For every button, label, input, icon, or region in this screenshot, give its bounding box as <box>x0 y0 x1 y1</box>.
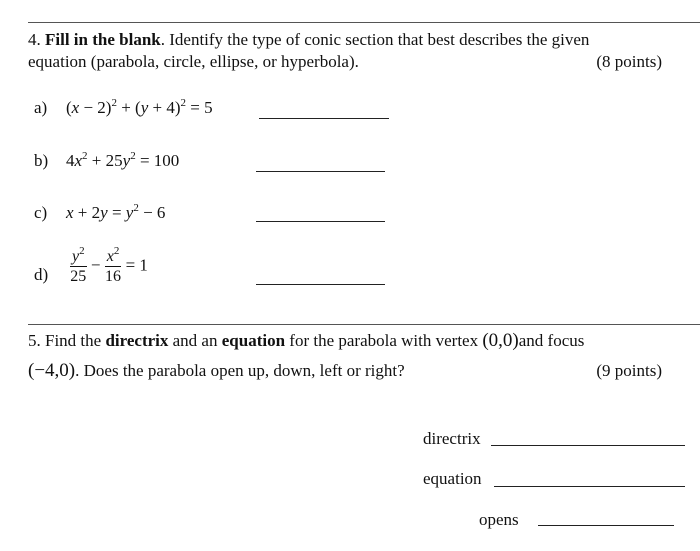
q4-item-a-label: a) <box>34 98 48 117</box>
q4-item-d-answer-blank[interactable] <box>256 284 385 285</box>
q5-text3: for the parabola with vertex <box>285 331 483 350</box>
equation-answer-blank[interactable] <box>494 486 685 487</box>
q5-bold-equation: equation <box>221 331 286 350</box>
q4-item-c-label: c) <box>34 203 48 222</box>
q4-item-d-equation: $\frac{y^2}{25}$ − $\frac{x^2}{16}$ = 1 <box>70 245 148 285</box>
q5-focus: (−4,0) <box>28 360 76 381</box>
q4-item-b-answer-blank[interactable] <box>256 171 385 172</box>
q4-item-b-label: b) <box>34 151 49 170</box>
q4-item-d-label: d) <box>34 265 49 284</box>
q4-points: (8 points) <box>596 52 662 71</box>
directrix-label: directrix <box>423 429 481 448</box>
equation-label: equation <box>423 469 482 488</box>
q4-prompt-line1 <box>28 30 589 50</box>
directrix-answer-blank[interactable] <box>491 445 685 446</box>
q5-text5: . Does the parabola open up, down, left or right? <box>75 361 405 380</box>
q5-text1: Find the <box>45 331 106 350</box>
q4-text2: equation (parabola, circle, ellipse, or hyperbola). <box>28 52 359 71</box>
q4-item-a-equation: $(x - 2)^2 + (y + 4)^2 = 5$ <box>66 97 213 117</box>
q4-item-b-equation: $4x^2 + 25y^2 = 100$ <box>66 150 180 170</box>
q4-item-c-answer-blank[interactable] <box>256 221 385 222</box>
q5-bold-directrix: directrix <box>105 331 169 350</box>
fraction-x2-over-16: $\frac{x^2}{16}$ <box>105 245 121 285</box>
q5-prompt-line2 <box>28 361 405 381</box>
q5-number: 5. <box>28 331 41 350</box>
q5-text4: and focus <box>518 331 585 350</box>
opens-answer-blank[interactable] <box>538 525 674 526</box>
q4-item-a-answer-blank[interactable] <box>259 118 389 119</box>
q5-points: (9 points) <box>596 361 662 380</box>
q4-bold-title: Fill in the blank <box>45 30 161 49</box>
q4-number: 4. <box>28 30 41 49</box>
q5-text2: and an <box>168 331 222 350</box>
opens-label: opens <box>479 510 519 529</box>
middle-rule <box>28 324 700 325</box>
fraction-y2-over-25: $\frac{y^2}{25}$ <box>70 245 87 285</box>
q4-prompt-line2 <box>28 52 359 72</box>
q4-item-c-equation: $x + 2y = y^2 - 6$ <box>66 202 166 222</box>
top-rule <box>28 22 700 23</box>
q5-vertex: (0,0) <box>482 330 519 351</box>
q4-text1: . Identify the type of conic section that best describes the given <box>160 30 590 49</box>
q5-prompt-line1 <box>28 331 584 351</box>
